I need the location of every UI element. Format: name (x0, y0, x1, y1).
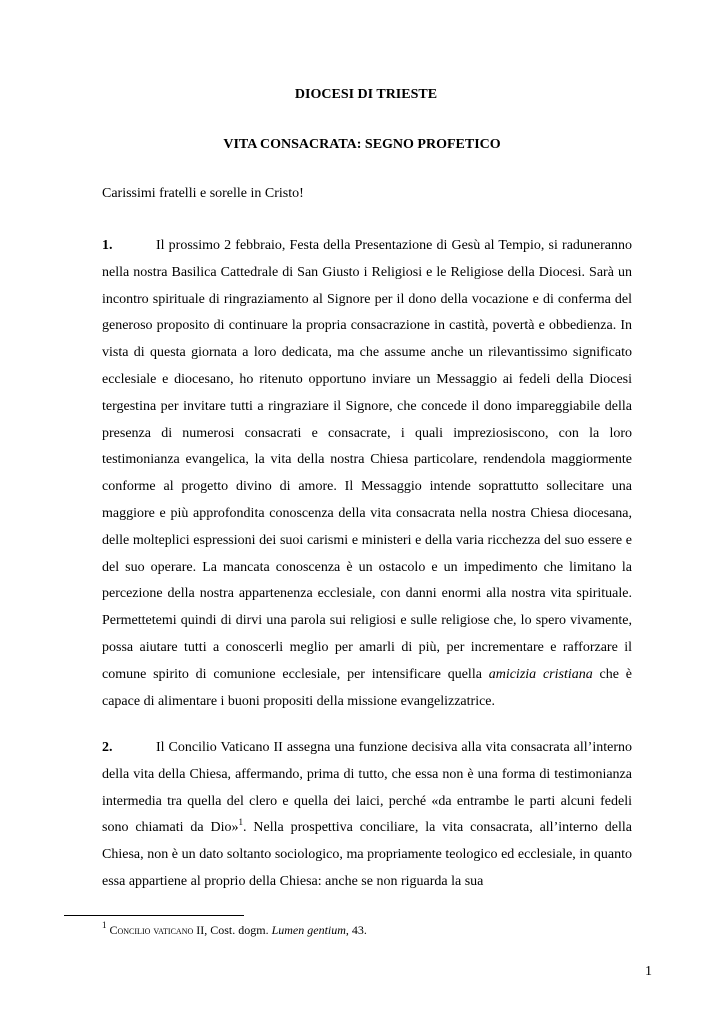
footnote-author: Concilio vaticano (109, 923, 194, 937)
paragraph-number: 2. (102, 740, 113, 755)
paragraph-1 (102, 233, 632, 715)
paragraph-text: Il prossimo 2 febbraio, Festa della Presentazione di Gesù al Tempio, si raduneranno nella nostra Basilica Cattedrale di San Giusto i Religiosi e le Religiose della Diocesi. Sarà un incontro spirituale di ringraziamento al Signore per il dono della vocazione e di conferma del generoso proposito di continuare la propria consacrazione in castità, povertà e obbedienza. In vista di questa giornata a loro dedicata, ma che assume anche un rilevantissimo significato ecclesiale e diocesano, ho ritenuto opportuno inviare un Messaggio ai fedeli della Diocesi tergestina per invitare tutti a ringraziare il Signore, che concede il dono impareggiabile della presenza di numerosi consacrati e consacrate, i quali impreziosiscono, con la loro testimonianza evangelica, la vita della nostra Chiesa particolare, rendendola maggiormente conforme al progetto divino di amore. Il Messaggio intende soprattutto sollecitare una maggiore e più approfondita conoscenza della vita consacrata nella nostra Chiesa diocesana, delle molteplici espressioni dei suoi carismi e ministeri e della varia ricchezza del suo essere e del suo operare. La mancata conoscenza è un ostacolo e un impedimento che limitano la percezione della nostra appartenenza ecclesiale, con danni enormi alla nostra vita spirituale. Permettetemi quindi di dirvi una parola sui religiosi e sulle religiose che, lo spero vivamente, possa aiutare tutti a conoscerli meglio per amarli di più, per incrementare e rafforzare il comune spirito di comunione ecclesiale, per intensificare quella (102, 238, 632, 682)
paragraph-text-end: . Nella prospettiva conciliare, la vita consacrata, all’interno della Chiesa, non è un dato soltanto sociologico, ma propriamente teologico ed ecclesiale, in quanto essa appartiene al proprio della Chiesa: anche se non riguarda la sua (102, 820, 632, 889)
footnote-text: II, Cost. dogm. (193, 923, 272, 937)
diocese-heading: DIOCESI DI TRIESTE (294, 87, 438, 102)
footnote-separator (64, 915, 244, 916)
footnote-ref: , 43. (345, 923, 367, 937)
document-title: VITA CONSACRATA: SEGNO PROFETICO (223, 137, 501, 152)
italic-phrase: amicizia cristiana (488, 666, 593, 682)
paragraph-number: 1. (102, 238, 113, 253)
page-number: 1 (645, 964, 652, 979)
footnote (102, 922, 367, 938)
footnote-reference[interactable]: 1 (238, 817, 244, 828)
footnote-marker: 1 (102, 920, 107, 930)
greeting: Carissimi fratelli e sorelle in Cristo! (102, 186, 304, 201)
paragraph-text: Il Concilio Vaticano II assegna una funzione decisiva alla vita consacrata all’interno della vita della Chiesa, affermando, prima di tutto, che essa non è una forma di testimonianza intermedia tra quella del clero e quella dei laici, perché «da entrambe le parti alcuni fedeli sono chiamati da Dio» (102, 740, 632, 836)
paragraph-text-end: che è capace di alimentare i buoni propositi della missione evangelizzatrice. (102, 666, 632, 709)
footnote-work: Lumen gentium (271, 923, 346, 937)
paragraph-2 (102, 735, 632, 896)
